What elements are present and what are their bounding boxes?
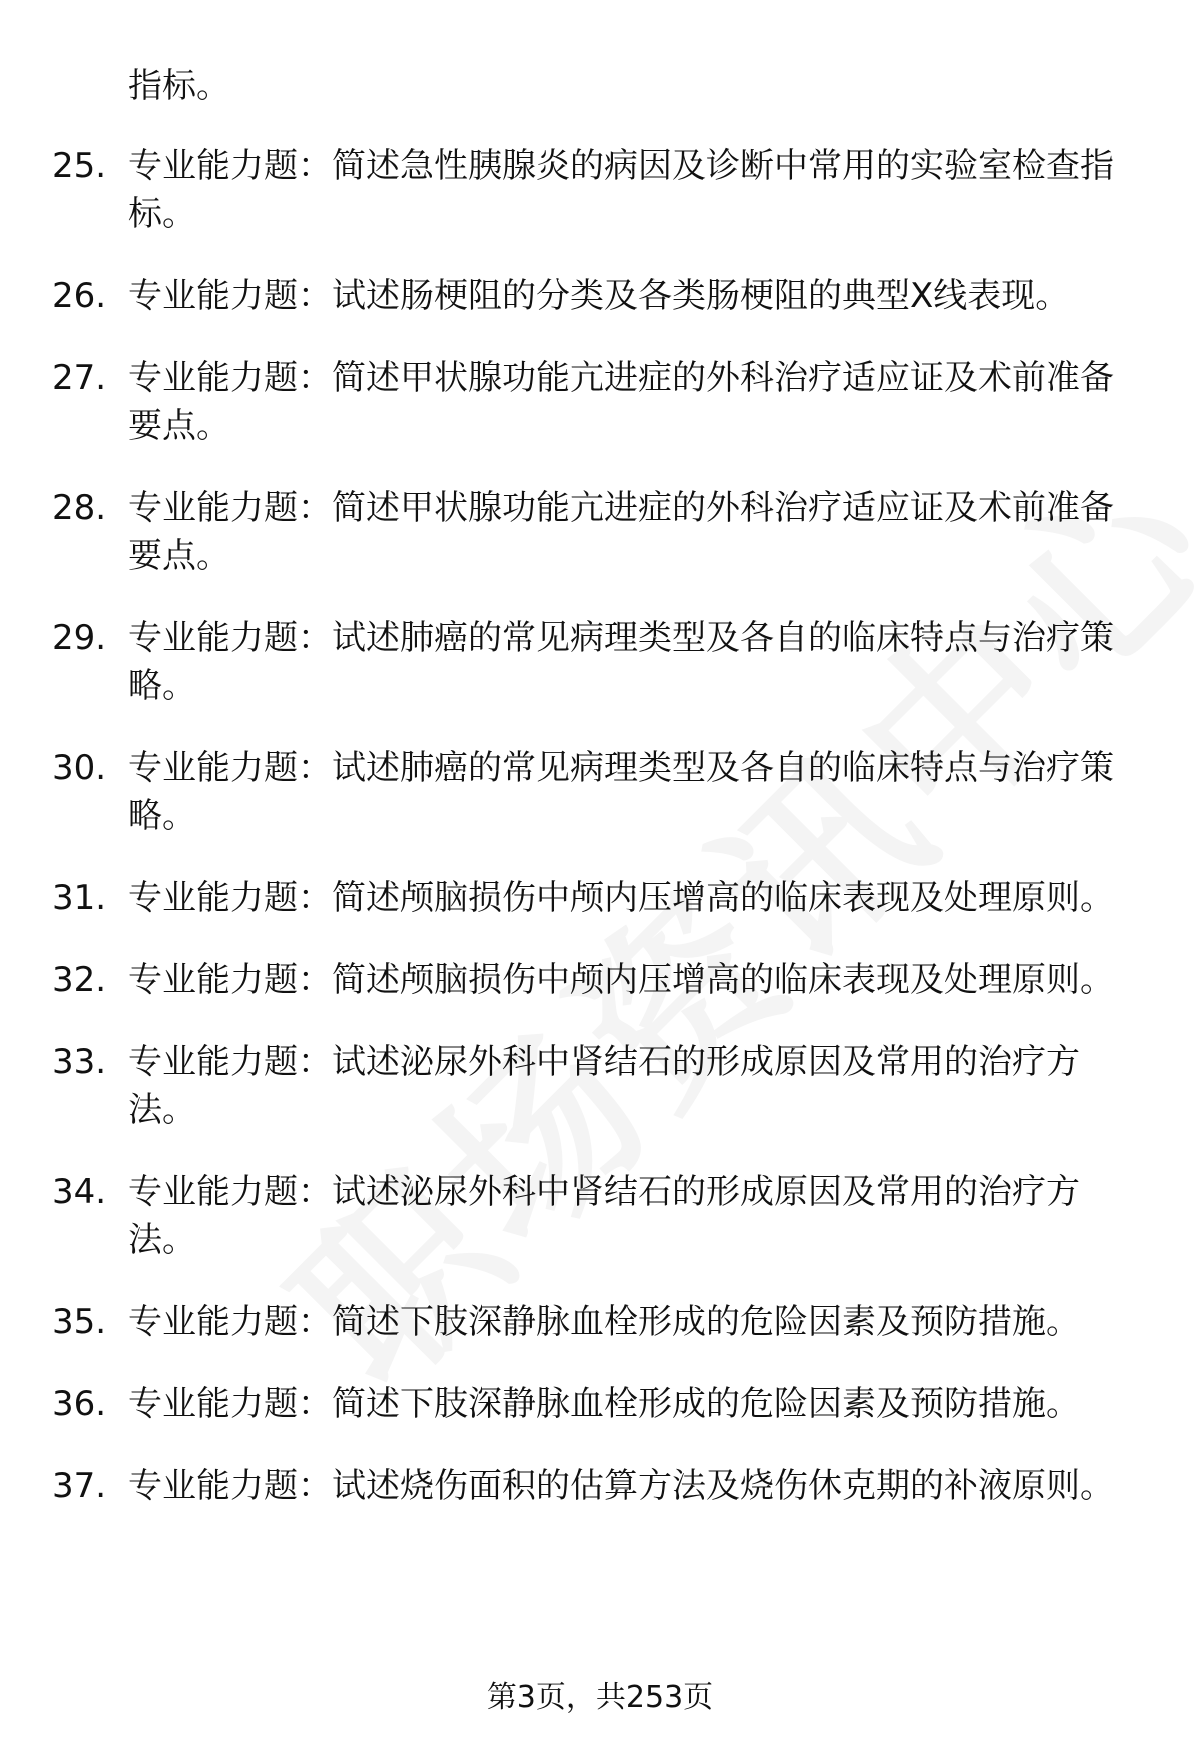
question-number: 33.	[52, 1042, 107, 1082]
question-number: 25.	[52, 146, 107, 186]
question-number: 30.	[52, 748, 107, 788]
question-number: 37.	[52, 1466, 107, 1506]
question-number: 36.	[52, 1384, 107, 1424]
question-text: 专业能力题：试述肺癌的常见病理类型及各自的临床特点与治疗策略。	[128, 618, 1114, 706]
question-text: 专业能力题：简述颅脑损伤中颅内压增高的临床表现及处理原则。	[128, 960, 1114, 1000]
question-text: 专业能力题：试述烧伤面积的估算方法及烧伤休克期的补液原则。	[128, 1466, 1114, 1506]
question-item	[0, 874, 1200, 922]
question-item	[0, 354, 1200, 450]
question-number: 27.	[52, 358, 107, 398]
question-number: 31.	[52, 878, 107, 918]
question-list	[0, 142, 1200, 1544]
question-text: 专业能力题：简述甲状腺功能亢进症的外科治疗适应证及术前准备要点。	[128, 488, 1114, 576]
question-item	[0, 1168, 1200, 1264]
question-item	[0, 272, 1200, 320]
continuation-text: 指标。	[128, 66, 230, 106]
question-text: 专业能力题：试述泌尿外科中肾结石的形成原因及常用的治疗方法。	[128, 1172, 1080, 1260]
question-number: 29.	[52, 618, 107, 658]
question-text: 专业能力题：简述下肢深静脉血栓形成的危险因素及预防措施。	[128, 1384, 1080, 1424]
question-item	[0, 1038, 1200, 1134]
question-number: 35.	[52, 1302, 107, 1342]
question-item	[0, 484, 1200, 580]
question-item	[0, 142, 1200, 238]
question-text: 专业能力题：简述下肢深静脉血栓形成的危险因素及预防措施。	[128, 1302, 1080, 1342]
question-item	[0, 614, 1200, 710]
question-text: 专业能力题：试述肺癌的常见病理类型及各自的临床特点与治疗策略。	[128, 748, 1114, 836]
question-item	[0, 744, 1200, 840]
question-item	[0, 1298, 1200, 1346]
question-number: 32.	[52, 960, 107, 1000]
question-item	[0, 956, 1200, 1004]
question-number: 28.	[52, 488, 107, 528]
question-text: 专业能力题：简述急性胰腺炎的病因及诊断中常用的实验室检查指标。	[128, 146, 1114, 234]
question-number: 34.	[52, 1172, 107, 1212]
question-item	[0, 1462, 1200, 1510]
question-text: 专业能力题：简述甲状腺功能亢进症的外科治疗适应证及术前准备要点。	[128, 358, 1114, 446]
question-text: 专业能力题：试述肠梗阻的分类及各类肠梗阻的典型X线表现。	[128, 276, 1070, 316]
question-number: 26.	[52, 276, 107, 316]
question-item	[0, 1380, 1200, 1428]
page-footer: 第3页，共253页	[486, 1680, 714, 1715]
question-text: 专业能力题：简述颅脑损伤中颅内压增高的临床表现及处理原则。	[128, 878, 1114, 918]
question-text: 专业能力题：试述泌尿外科中肾结石的形成原因及常用的治疗方法。	[128, 1042, 1080, 1130]
